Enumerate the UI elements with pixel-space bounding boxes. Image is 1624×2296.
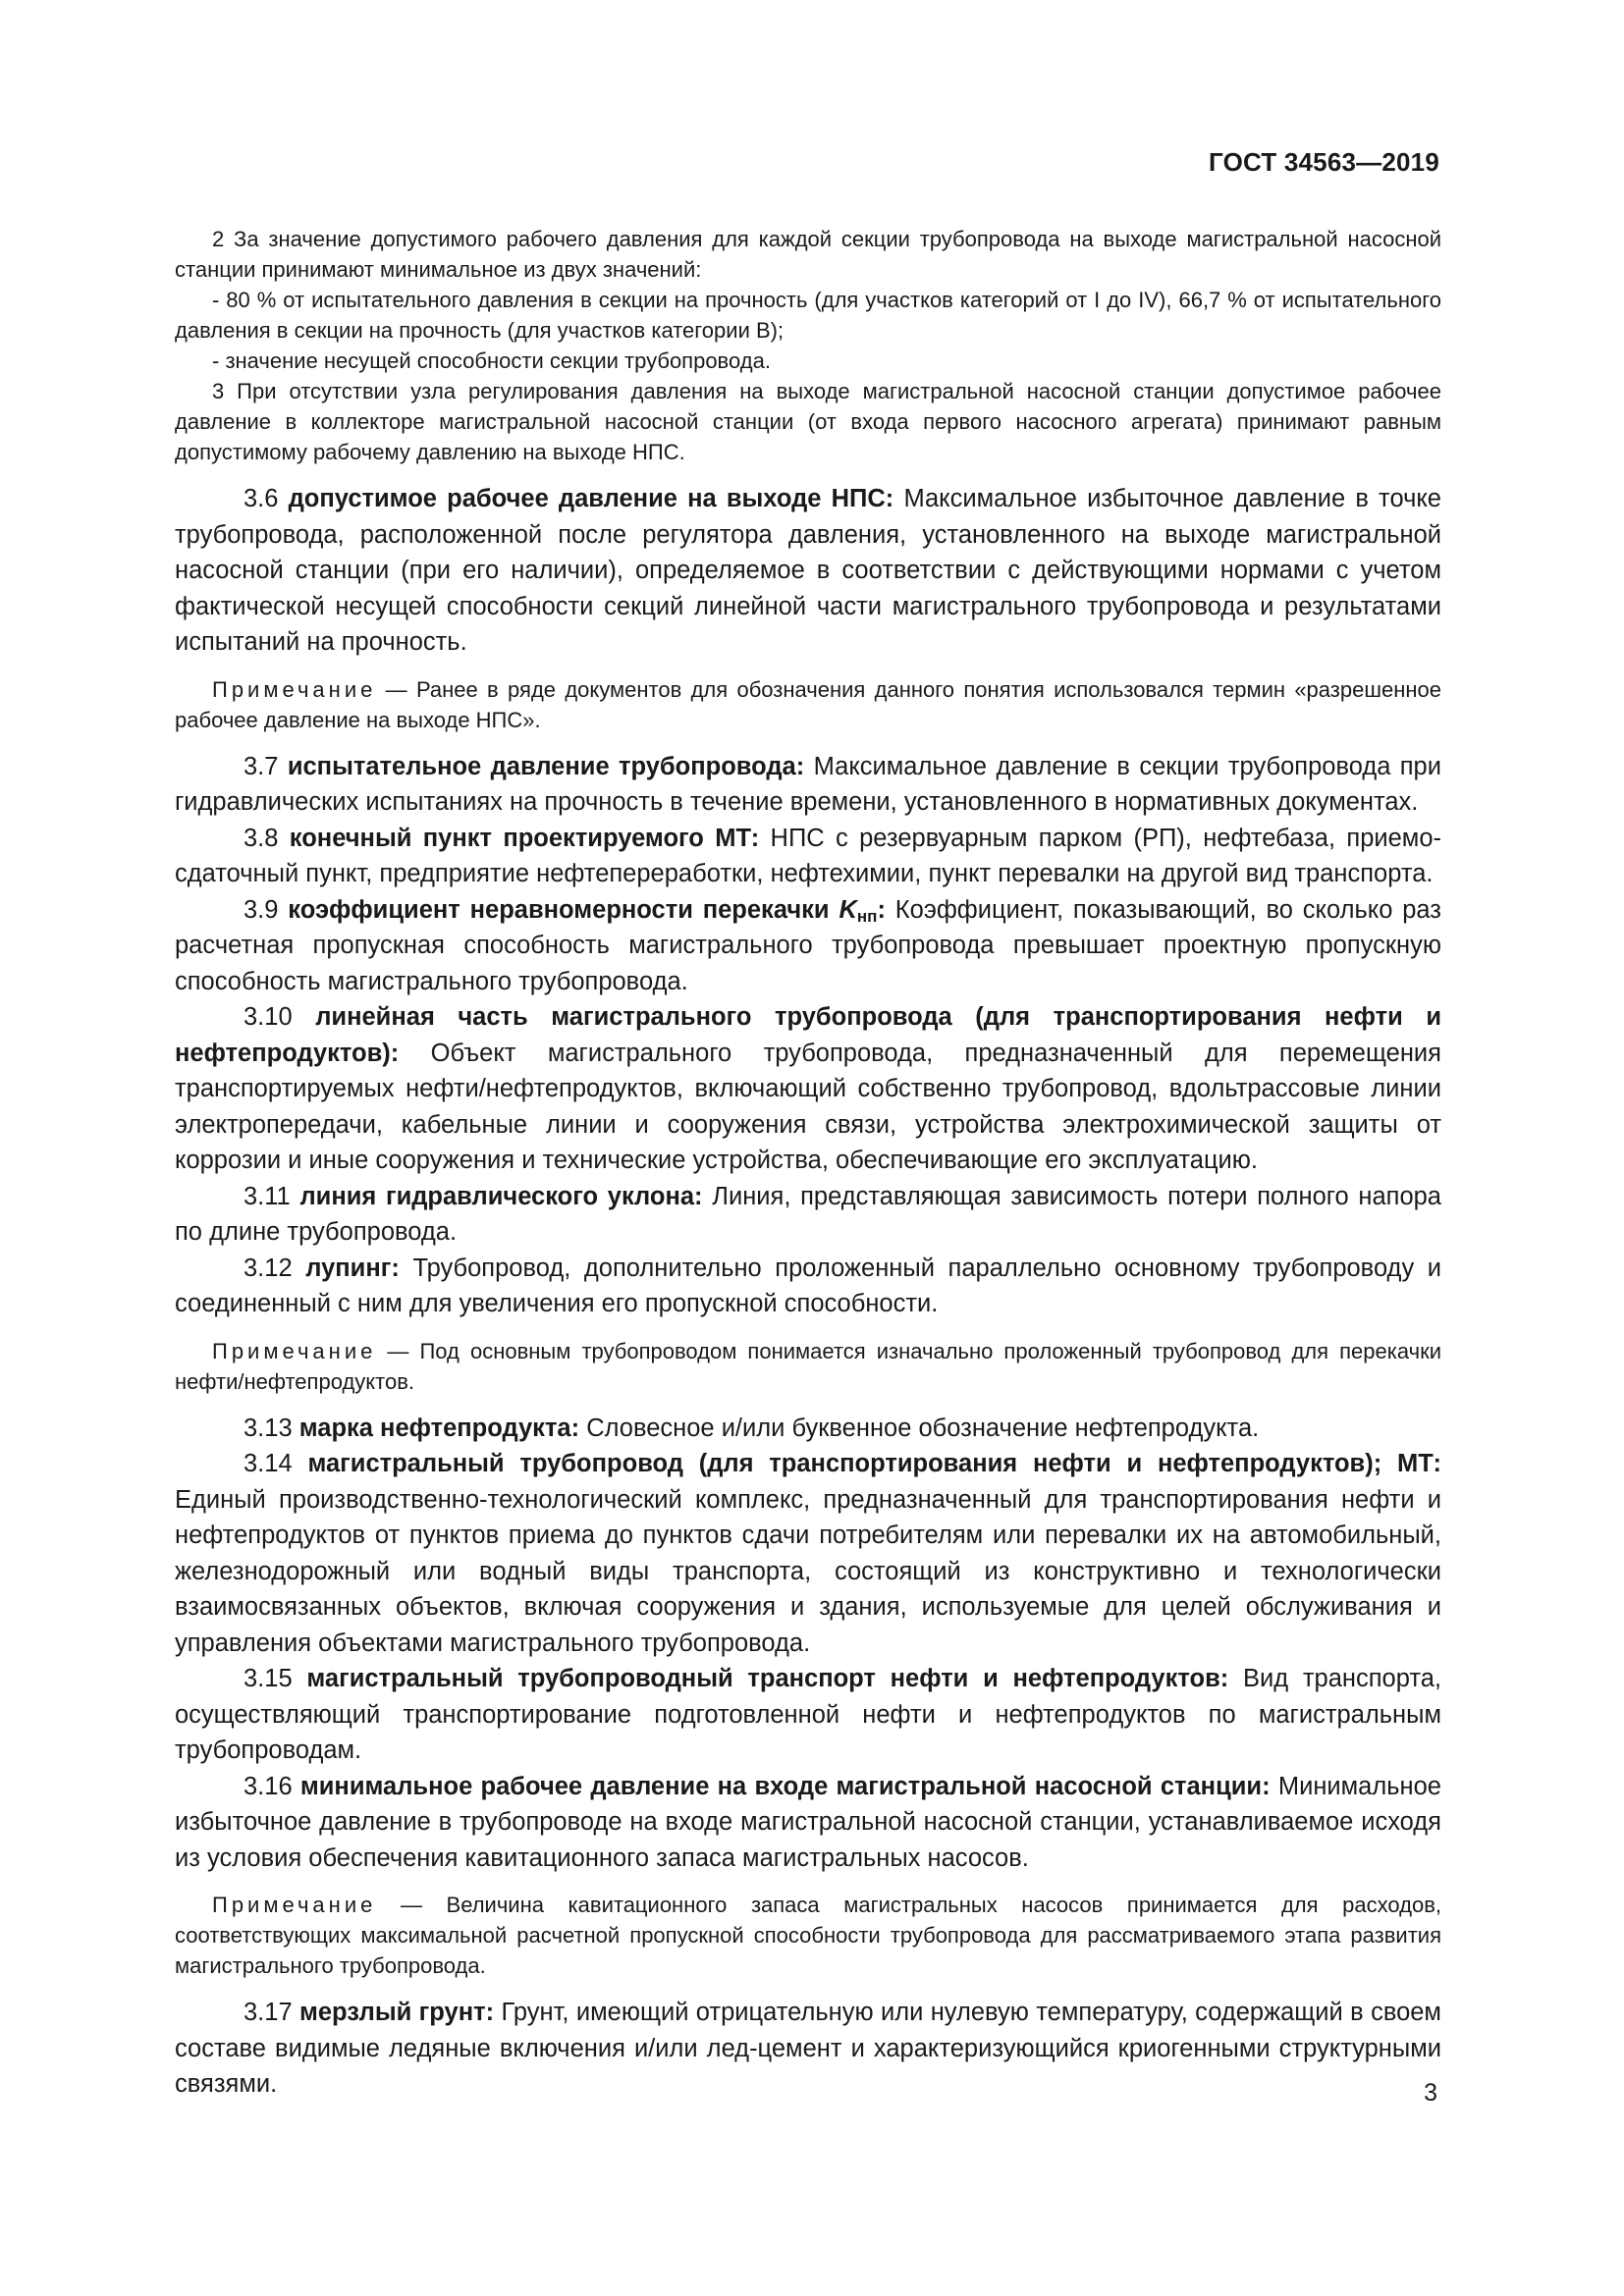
- term-3-8: 3.8 конечный пункт проектируемого МТ: НПС с резервуарным парком (РП), нефтебаза, приемо-сдаточный пункт, предприятие нефтепереработки, нефтехимии, пункт перевалки на другой вид транспорта.: [175, 824, 1442, 887]
- term-3-16: 3.16 минимальное рабочее давление на входе магистральной насосной станции: Минимальное избыточное давление в трубопроводе на входе магистральной насосной станции, устанавливаемое исходя из условия обеспечения кавитационного запаса магистральных насосов.: [175, 1772, 1441, 1872]
- note-3-6: Примечание — Ранее в ряде документов для обозначения данного понятия использовался термин «разрешенное рабочее давление на выходе НПС».: [175, 676, 1441, 732]
- term-3-9: 3.9 коэффициент неравномерности перекачки $K_{нп}$: Коэффициент, показывающий, во сколько раз расчетная пропускная способность магистрального трубопровода превышает проектную пропускную способность магистрального трубопровода.: [175, 895, 1441, 995]
- term-3-6: 3.6 допустимое рабочее давление на выходе НПС: Максимальное избыточное давление в точке трубопровода, расположенной после регулятора давления, установленного на выходе магистральной насосной станции (при его наличии), определяемое в соответствии с действующими нормами с учетом фактической несущей способности секций линейной части магистрального трубопровода и результатами испытаний на прочность.: [175, 485, 1441, 656]
- document-id: ГОСТ 34563—2019: [1209, 147, 1439, 177]
- term-3-17: 3.17 мерзлый грунт: Грунт, имеющий отрицательную или нулевую температуру, содержащий в своем составе видимые ледяные включения и/или лед-цемент и характеризующийся криогенными структурными связями.: [175, 1999, 1441, 2098]
- term-3-7: 3.7 испытательное давление трубопровода: Максимальное давление в секции трубопровода при гидравлических испытаниях на прочность в течение времени, установленного в нормативных документах.: [175, 752, 1441, 816]
- term-3-14: 3.14 магистральный трубопровод (для транспортирования нефти и нефтепродуктов); МТ: Единый производственно-технологический комплекс, предназначенный для транспортирования нефти и нефтепродуктов от пунктов приема до пунктов сдачи потребителям или перевалки их на автомобильный, железнодорожный или водный виды транспорта, состоящий из конструктивно и технологически взаимосвязанных объектов, включая сооружения и здания, используемые для целей обслуживания и управления объектами магистрального трубопровода.: [175, 1450, 1441, 1657]
- note-2-item-2: - значение несущей способности секции трубопровода.: [212, 348, 771, 373]
- term-3-11: 3.11 линия гидравлического уклона: Линия, представляющая зависимость потери полного напора по длине трубопровода.: [175, 1182, 1441, 1246]
- note-3: 3 При отсутствии узла регулирования давления на выходе магистральной насосной станции допустимое рабочее давление в коллекторе магистральной насосной станции (от входа первого насосного агрегата) принимают равным допустимому рабочему давлению на выходе НПС.: [175, 379, 1441, 464]
- page-number: 3: [1424, 2079, 1437, 2107]
- note-3-16: Примечание — Величина кавитационного запаса магистральных насосов принимается для расходов, соответствующих максимальной расчетной пропускной способности трубопровода для рассматриваемого этапа развития магистрального трубопровода.: [175, 1893, 1441, 1978]
- note-2-item-1: - 80 % от испытательного давления в секции на прочность (для участков категорий от I до IV), 66,7 % от испытательного давления в секции на прочность (для участков категории В);: [175, 288, 1441, 343]
- page-content: [175, 224, 1441, 2103]
- term-3-10: 3.10 линейная часть магистрального трубопровода (для транспортирования нефти и нефтепродуктов): Объект магистрального трубопровода, предназначенный для перемещения транспортируемых нефти/нефтепродуктов, включающий собственно трубопровод, вдольтрассовые линии электропередачи, кабельные линии и сооружения связи, устройства электрохимической защиты от коррозии и иные сооружения и технические устройства, обеспечивающие его эксплуатацию.: [175, 1003, 1441, 1174]
- note-2: 2 За значение допустимого рабочего давления для каждой секции трубопровода на выходе магистральной насосной станции принимают минимальное из двух значений:: [175, 227, 1441, 282]
- term-3-15: 3.15 магистральный трубопроводный транспорт нефти и нефтепродуктов: Вид транспорта, осуществляющий транспортирование подготовленной нефти и нефтепродуктов по магистральным трубопроводам.: [175, 1665, 1441, 1764]
- note-3-12: Примечание — Под основным трубопроводом понимается изначально проложенный трубопровод для перекачки нефти/нефтепродуктов.: [175, 1338, 1441, 1394]
- term-3-12: 3.12 лупинг: Трубопровод, дополнительно проложенный параллельно основному трубопроводу и соединенный с ним для увеличения его пропускной способности.: [175, 1254, 1442, 1317]
- term-3-13: 3.13 марка нефтепродукта: Словесное и/или буквенное обозначение нефтепродукта.: [244, 1414, 1260, 1442]
